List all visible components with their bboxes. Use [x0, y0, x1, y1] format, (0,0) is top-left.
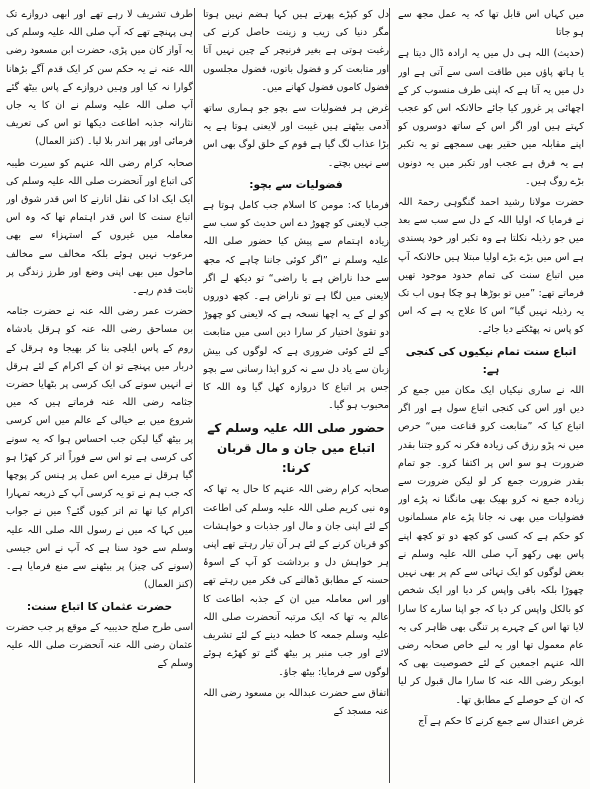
section-heading: اتباع سنت تمام نیکیوں کی کنجی ہے: [405, 345, 577, 376]
paragraph: اتفاق سے حضرت عبداللہ بن مسعود رضی اللہ عنہ مسجد کے [203, 687, 389, 717]
paragraph: (حدیث) اللہ ہی دل میں یہ ارادہ ڈال دیتا ہے یا ہاتھ پاؤں میں طاقت اسی سے آتی ہے اور دل میں یہ آتا ہے کہ اپنی طرف منسوب کر کے اچھائی پر غرور کیا جائے حالانکہ اس کو عجب کہتے ہیں اور اگر اس کے ساتھ دوسروں کو اپنے مقابلہ میں حقیر بھی سمجھے تو یہ تکبر ہے یہ فرق ہے عجب اور تکبر میں یہ دونوں بڑے روگ ہیں۔ [398, 48, 584, 187]
section-heading: حضور صلی اللہ علیہ وسلم کے اتباع میں جان و مال قربان کرنا: [207, 421, 385, 476]
section-heading: حضرت عثمان کا اتباع سنت: [26, 600, 173, 613]
column-divider-right [389, 8, 390, 783]
paragraph: طرف تشریف لا رہے تھے اور ابھی دروازے تک ہی پہنچے تھے کہ آپ صلی اللہ علیہ وسلم کی یہ آواز کان میں پڑی، حضرت ابن مسعود رضی اللہ عنہ نے یہ حکم سن کر ایک قدم آگے بڑھانا گوارا نہ کیا اور وہیں دروازے کے پاس بیٹھ گئے آپ صلی اللہ علیہ وسلم نے ان کا یہ جاں نثارانہ جذبہ اطاعت دیکھا تو اس کی تعریف فرمائی اور پھر اندر بلا لیا۔ (کنز العمال) [6, 9, 193, 148]
paragraph: غرض ہر فضولیات سے بچو جو ہماری ساتھ آدمی بیٹھتے ہیں غیبت اور لایعنی ہوتا ہے یہ بڑا عذاب لگ گیا ہے قوم کے خلق لوگ بھی اس سے نہیں بچتے۔ [203, 103, 389, 169]
column-middle [203, 6, 389, 785]
paragraph: اللہ نے ساری نیکیاں ایک مکان میں جمع کر دیں اور اس کی کنجی اتباع سول ہے اور اگر اتباع کیا کہ ”متابعت کرو قناعت میں“ حرص میں نہ پڑو رزق کی زیادہ فکر نہ کرو جتنا بقدر ضرورت ہو سو اس پر اکتفا کرو۔ جو تمام بقدر ضرورت جمع کر لو لیکن ضرورت سے زیادہ جمع نہ کرو بھیک بھی مانگنا نہ پڑے اور فضولیات میں بھی نہ جانا پڑے عام مسلمانوں کو حکم ہے کہ کسی کو کچھ دو تو کچھ اپنے پاس بھی رکھو آپ صلی اللہ علیہ وسلم نے بعض لوگوں کو ایک تہائی سے کم پر بھی نہیں چھوڑا بلکہ باقی واپس کر دیا اور ایک شخص کو بالکل واپس کر دیا کہ جو اپنا سارے کا سارا لایا تھا اس کے چہرے پر تنگی بھی ظاہر کی یہ عام معمول تھا اور یہ لیے خاص صحابہ رضی اللہ عنہم اجمعین کے لئے خصوصیت بھی کہ ابوبکر رضی اللہ عنہ کا سارا مال قبول کر لیا کہ ان کے حوصلے کے مطابق تھا۔ [398, 385, 584, 706]
paragraph: غرض اعتدال سے جمع کرنے کا حکم ہے آج [418, 715, 584, 727]
paragraph: حضرت مولانا رشید احمد گنگوہی رحمۃ اللہ نے فرمایا کہ اولیا اللہ کے دل سے سب سے بعد میں جو رذیلہ نکلتا ہے وہ تکبر اور خود پسندی ہے اس میں بڑے بڑے اولیا مبتلا ہیں حالانکہ آپ میں اتباع سنت کی تمام حدود موجود تھیں فرماتے تھے: ”میں تو بوڑھا ہو چکا ہوں اب تک یہ رذیلہ نہیں گیا“ اس کا علاج یہ ہے کہ اس کو پاس نہ پھٹکنے دیا جائے۔ [398, 197, 584, 336]
column-left [6, 6, 193, 785]
paragraph: دل کو کپڑے پھرتے ہیں کہا ہضم نہیں ہوتا مگر دنیا کی زیب و زینت حاصل کرنے کی رغبت ہوتی ہے بغیر فرنیچر کے چین نہیں آتا اور متابعت کر و فضول باتوں، فضول مجلسوں فضول کاموں فضول کھانے میں۔ [203, 9, 389, 93]
paragraph: اسی طرح صلح حدیبیہ کے موقع پر جب حضرت عثمان رضی اللہ عنہ آنحضرت صلی اللہ علیہ وسلم کے [6, 621, 193, 670]
column-right [398, 6, 584, 785]
column-divider-left [194, 8, 195, 783]
paragraph: صحابہ کرام رضی اللہ عنہم کا حال یہ تھا کہ وہ نبی کریم صلی اللہ علیہ وسلم کی اطاعت کے لئے اپنی جان و مال اور جذبات و خواہشات کو قربان کرنے کے لئے ہر آن تیار رہتے تھے اپنی ہر خواہش دل و برداشت کو آپ کے اسوۂ حسنہ کے مطابق ڈھالنے کی فکر میں رہتے تھے اور اس معاملہ میں ان کے جذبہ اطاعت کا عالم یہ تھا کہ ایک مرتبہ آنحضرت صلی اللہ علیہ وسلم جمعہ کا خطبہ دینے کے لئے تشریف لائے اور جب منبر پر بیٹھ گئے تو کھڑے ہوئے لوگوں سے فرمایا: بیٹھ جاؤ۔ [203, 484, 389, 678]
section-heading: فضولیات سے بچو: [249, 178, 343, 191]
paragraph: فرمایا کہ: مومن کا اسلام جب کامل ہوتا ہے جب لایعنی کو چھوڑ دے اس حدیث کو سب سے زیادہ اہتمام سے پیش کیا حضور صلی اللہ علیہ وسلم نے ”اگر کوئی جاننا چاہے کہ مجھ سے خدا ناراض ہے یا راضی“ تو دیکھ لے اگر لایعنی میں لگا ہے تو ناراض ہے۔ کچھ دوروں کو لے کے یہ اچھا نسخہ ہے کہ لایعنی کو چھوڑ دو تقویٰ اختیار کر سارا دین اسی میں متابعت کے لئے کوئی ضروری ہے کہ لوگوں کی بیش زبان سے یاد دل سے نہ کرو ایذا رسانی سے بچو جس پر اتباع کا دروازہ کھل گیا وہ اللہ کا محبوب ہو گیا۔ [203, 200, 389, 412]
paragraph: میں کہاں اس قابل تھا کہ یہ عمل مجھ سے ہو جاتا [398, 9, 584, 39]
paragraph: صحابہ کرام رضی اللہ عنہم کو سیرت طیبہ کی اتباع اور آنحضرت صلی اللہ علیہ وسلم کی ایک ایک ادا کی نقل اتارنے کا اس قدر شوق اور اتباع سنت کا اس قدر اہتمام تھا کہ وہ اس معاملہ میں غیروں کے استہزاء سے بھی مرعوب نہیں ہوئے بلکہ مخالف سے مخالف ماحول میں بھی اپنی وضع اور طرز زندگی پر ثابت قدم رہے۔ [6, 157, 193, 297]
paragraph: حضرت عمر رضی اللہ عنہ نے حضرت جثامہ بن مساحق رضی اللہ عنہ کو ہرقل بادشاہ روم کے پاس ایلچی بنا کر بھیجا وہ ہرقل کے دربار میں پہنچے تو ان کے اکرام کے لئے ہرقل نے انہیں سونے کی ایک کرسی پر بٹھایا حضرت جثامہ رضی اللہ عنہ فرماتے ہیں کہ میں شروع میں بے خیالی کے عالم میں اس کرسی پر بیٹھ گیا لیکن جب احساس ہوا کہ یہ سونے کی کرسی ہے تو اس سے فوراً اتر کر کھڑا ہو گیا ہرقل نے میرے اس عمل پر ہنس کر پوچھا کہ جب ہم نے تو یہ کرسی آپ کے ذریعہ تمہارا اکرام کیا تھا تم اتر کیوں گئے؟ میں نے جواب میں کہا کہ میں نے رسول اللہ صلی اللہ علیہ وسلم سے خود سنا ہے کہ آپ نے اس جیسی (سونے کی چیز) پر بیٹھنے سے منع فرمایا ہے۔ (کنز العمال) [6, 306, 193, 591]
